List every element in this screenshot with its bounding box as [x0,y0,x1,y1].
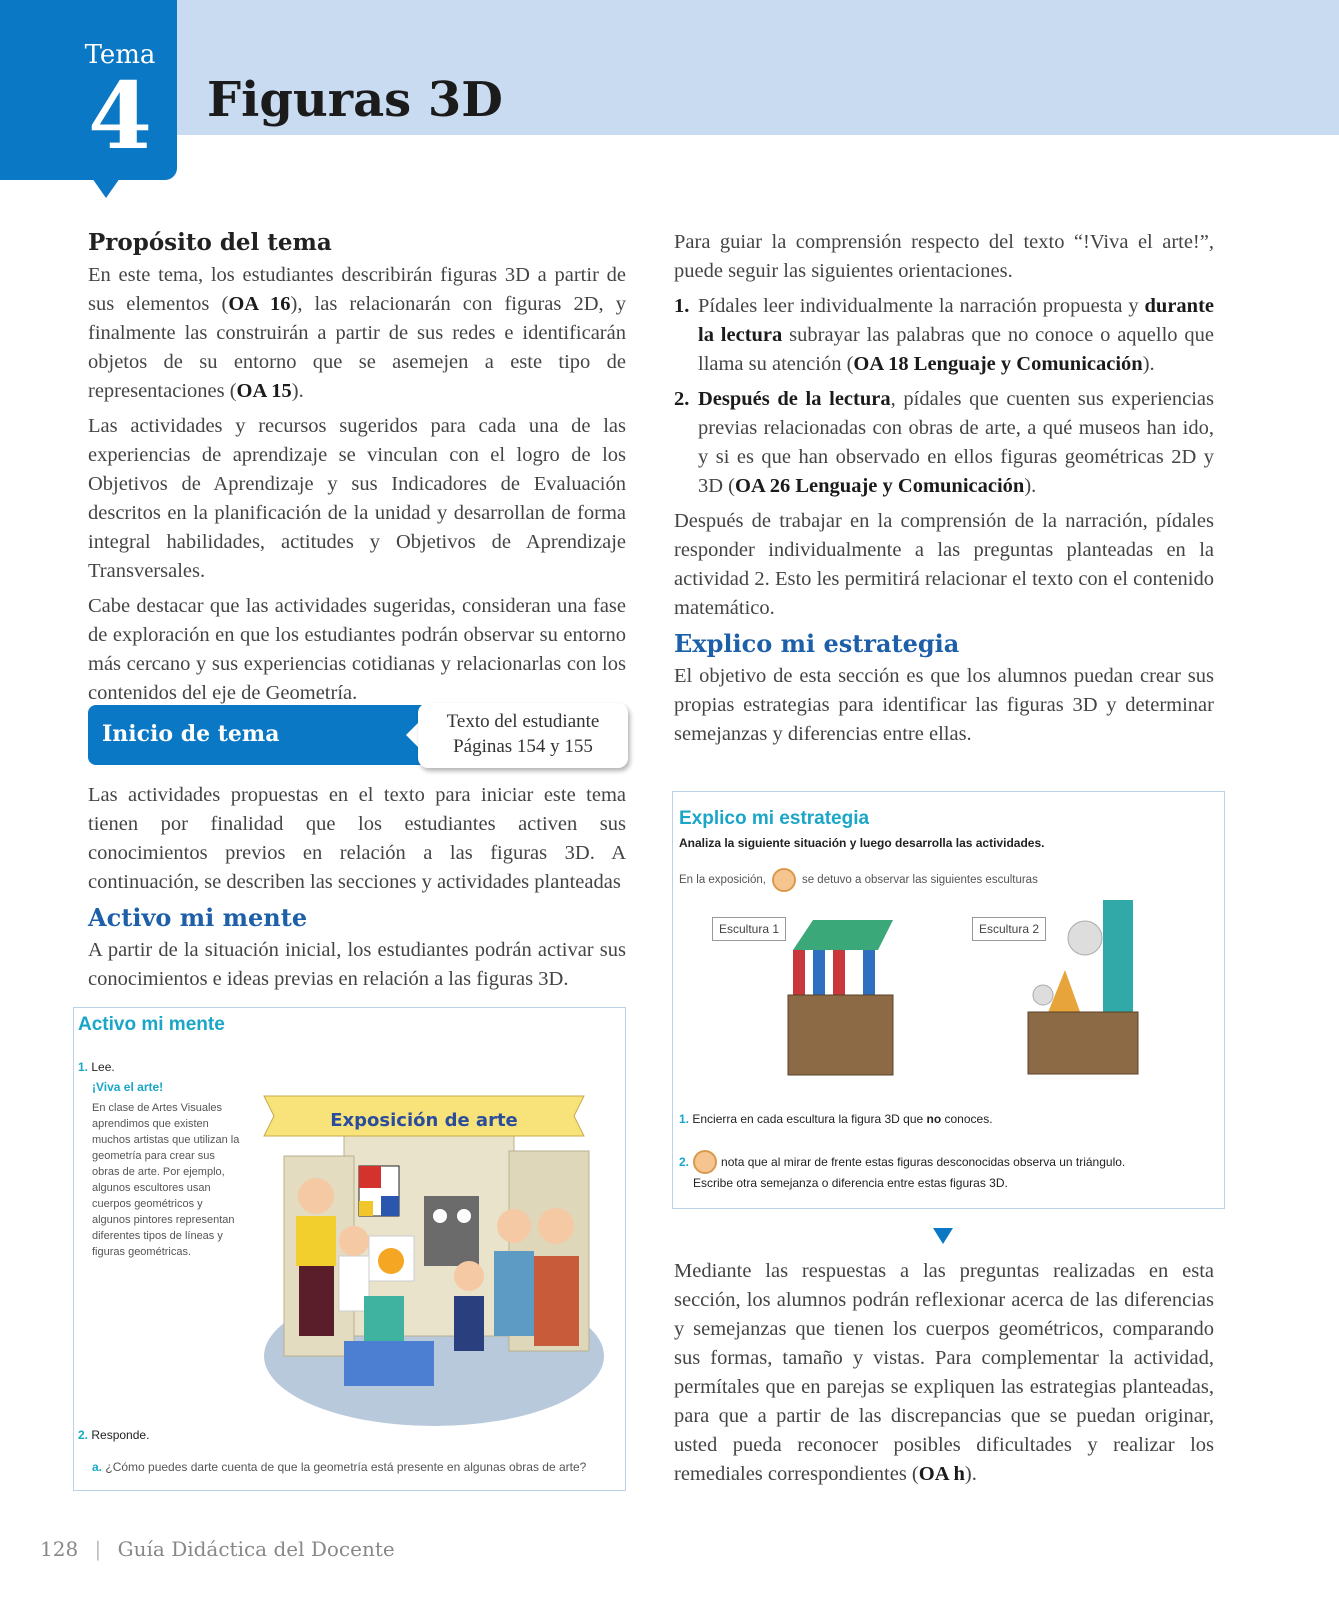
proposito-heading: Propósito del tema [88,229,332,256]
mondrian-yellow [359,1201,373,1216]
explico-q2: 2. nota que al mirar de frente estas figuras desconocidas observa un triángulo. [679,1150,1125,1174]
right-intro: Para guiar la comprensión respecto del texto “!Viva el arte!”, puede seguir las siguientes orientaciones. [674,231,1214,282]
right-column [674,228,1214,755]
inicio-paragraph: Las actividades propuestas en el texto para iniciar este tema tienen por finalidad que los estudiantes activen sus conocimientos previos en relación a las figuras 3D. A continuación, se describen las secciones y actividades planteadas [88,784,626,893]
student-text-ref [418,703,628,768]
left-column [88,228,626,714]
explico-q2-line2: Escribe otra semejanza o diferencia entre estas figuras 3D. [693,1176,1008,1190]
right-column-lower [674,1257,1214,1495]
banner-text: Exposición de arte [330,1110,518,1131]
student-text-pages: Páginas 154 y 155 [453,736,593,757]
woman-dress [299,1256,334,1336]
explico-instruction: Analiza la siguiente situación y luego desarrolla las actividades. [679,836,1045,850]
page-footer [40,1537,395,1561]
question-a: a. ¿Cómo puedes darte cuenta de que la geometría está presente en algunas obras de arte? [92,1460,587,1474]
explico-q1: 1. Encierra en cada escultura la figura 3D que no conoces. [679,1112,993,1126]
student-text-line1: Texto del estudiante [446,711,600,732]
mondrian-blue [381,1196,399,1216]
sculpture2-sphere-large [1068,921,1102,955]
activo-mi-mente-card [73,1007,626,1491]
sculpture1-col-blue-2 [863,950,875,995]
inicio-de-tema-banner [88,703,628,768]
cube-top [364,1296,404,1341]
page-number: 128 [40,1537,79,1561]
inicio-label: Inicio de tema [102,721,280,747]
cube-sculpture [344,1341,434,1386]
mask-eye-right [457,1209,471,1223]
tab-notch [92,178,120,198]
woman2-body [494,1251,534,1336]
activo-heading: Activo mi mente [88,903,308,932]
sculpture2-base-box [1028,1012,1138,1074]
girl-head [454,1261,484,1291]
girl-avatar-icon [693,1150,717,1174]
orientation-2: 2. Después de la lectura, pídales que cuenten sus experiencias previas relacionadas con obras de arte, a qué museos han ido, y si es que han observado en ellos figuras geométricas 2D y 3D (OA 26 Lenguaje y Comunicación). [674,388,1214,497]
mask-eye-left [433,1209,447,1223]
footer-divider: | [94,1537,102,1561]
item1: 1. Lee. [78,1060,115,1074]
proposito-paragraph-3: Cabe destacar que las actividades sugeridas, consideran una fase de exploración en que los estudiantes podrán observar su entorno más cercano y sus experiencias cotidianas y relacionarlas con los contenidos del eje de Geometría. [88,595,626,704]
sculpture-1-label: Escultura 1 [712,917,786,941]
explico-heading: Explico mi estrategia [674,629,960,658]
man-body [534,1256,579,1346]
explico-card-title: Explico mi estrategia [679,808,870,829]
woman-top [296,1216,336,1266]
sculpture1-col-red-2 [833,950,845,995]
tab-label: Tema [84,40,156,70]
inicio-bar [88,705,423,765]
down-arrow-icon [933,1228,953,1244]
story-title: ¡Viva el arte! [92,1080,164,1094]
girl-body [454,1296,484,1351]
right-paragraph-2: Después de trabajar en la comprensión de la narración, pídales responder individualmente a las preguntas planteadas en la actividad 2. Esto les permitirá relacionar el texto con el contenido matemático. [674,510,1214,619]
woman2-head [497,1209,531,1243]
orientation-1: 1. Pídales leer individualmente la narración propuesta y durante la lectura subrayar las palabras que no conoce o aquello que llama su atención (OA 18 Lenguaje y Comunicación). [674,295,1214,375]
sculpture1-col-red-1 [793,950,805,995]
boy-head [339,1226,369,1256]
clown-face [378,1248,404,1274]
woman-head [298,1178,334,1214]
mondrian-red [359,1166,381,1188]
tab-number: 4 [88,62,153,170]
story-text: En clase de Artes Visuales aprendimos que existen muchos artistas que utilizan la geometría para crear sus obras de arte. Por ejemplo, algunos escultores usan cuerpos geométricos y algunos pintores representan diferentes tipos de líneas y figuras geométricas. [92,1102,240,1258]
explico-paragraph: El objetivo de esta sección es que los alumnos puedan crear sus propias estrategias para identificar las figuras 3D y determinar semejanzas y diferencias entre ellas. [674,665,1214,745]
sculpture2-sphere-small [1033,985,1053,1005]
activo-card-title: Activo mi mente [78,1014,225,1035]
footer-text: Guía Didáctica del Docente [117,1537,395,1561]
left-column-lower [88,781,626,1000]
sculpture1-prism-roof [793,920,893,950]
explico-intro: En la exposición, se detuvo a observar las siguientes esculturas [679,868,1038,892]
proposito-paragraph-2: Las actividades y recursos sugeridos para cada una de las experiencias de aprendizaje se vinculan con el logro de los Objetivos de Aprendizaje y sus Indicadores de Evaluación descritos en la planificación de la unidad y desarrollan de forma integral habilidades, actitudes y Objetivos de Aprendizaje Transversales. [88,415,626,582]
activo-paragraph: A partir de la situación inicial, los estudiantes podrán activar sus conocimientos e ideas previas en relación a las figuras 3D. [88,939,626,990]
page-title: Figuras 3D [207,72,503,128]
exhibition-illustration [244,1056,624,1436]
girl-avatar-icon [772,868,796,892]
sculpture1-col-blue-1 [813,950,825,995]
explico-mi-estrategia-card [672,791,1225,1209]
sculpture1-base-box [788,995,893,1075]
sculpture2-prism [1103,900,1133,1015]
item2: 2. Responde. [78,1428,150,1442]
proposito-paragraph-1: En este tema, los estudiantes describirán figuras 3D a partir de sus elementos (OA 16), las relacionarán con figuras 2D, y finalmente las construirán a partir de sus redes e identificarán objetos de su entorno que se asemejen a este tipo de representaciones (OA 15). [88,264,626,402]
man-head [538,1208,574,1244]
sculptures-illustration [783,900,1203,1100]
mask-painting [424,1196,479,1266]
sculpture-2-label: Escultura 2 [972,917,1046,941]
right-closing-paragraph: Mediante las respuestas a las preguntas realizadas en esta sección, los alumnos podrán reflexionar acerca de las diferencias y semejanzas que tienen los cuerpos geométricos, comparando sus formas, tamaño y vistas. Para complementar la actividad, permítales que en parejas se expliquen las estrategias planteadas, para que a partir de las discrepancias que se puedan originar, usted pueda reconocer posibles dificultades y realizar los remediales correspondientes (OA h). [674,1260,1214,1485]
